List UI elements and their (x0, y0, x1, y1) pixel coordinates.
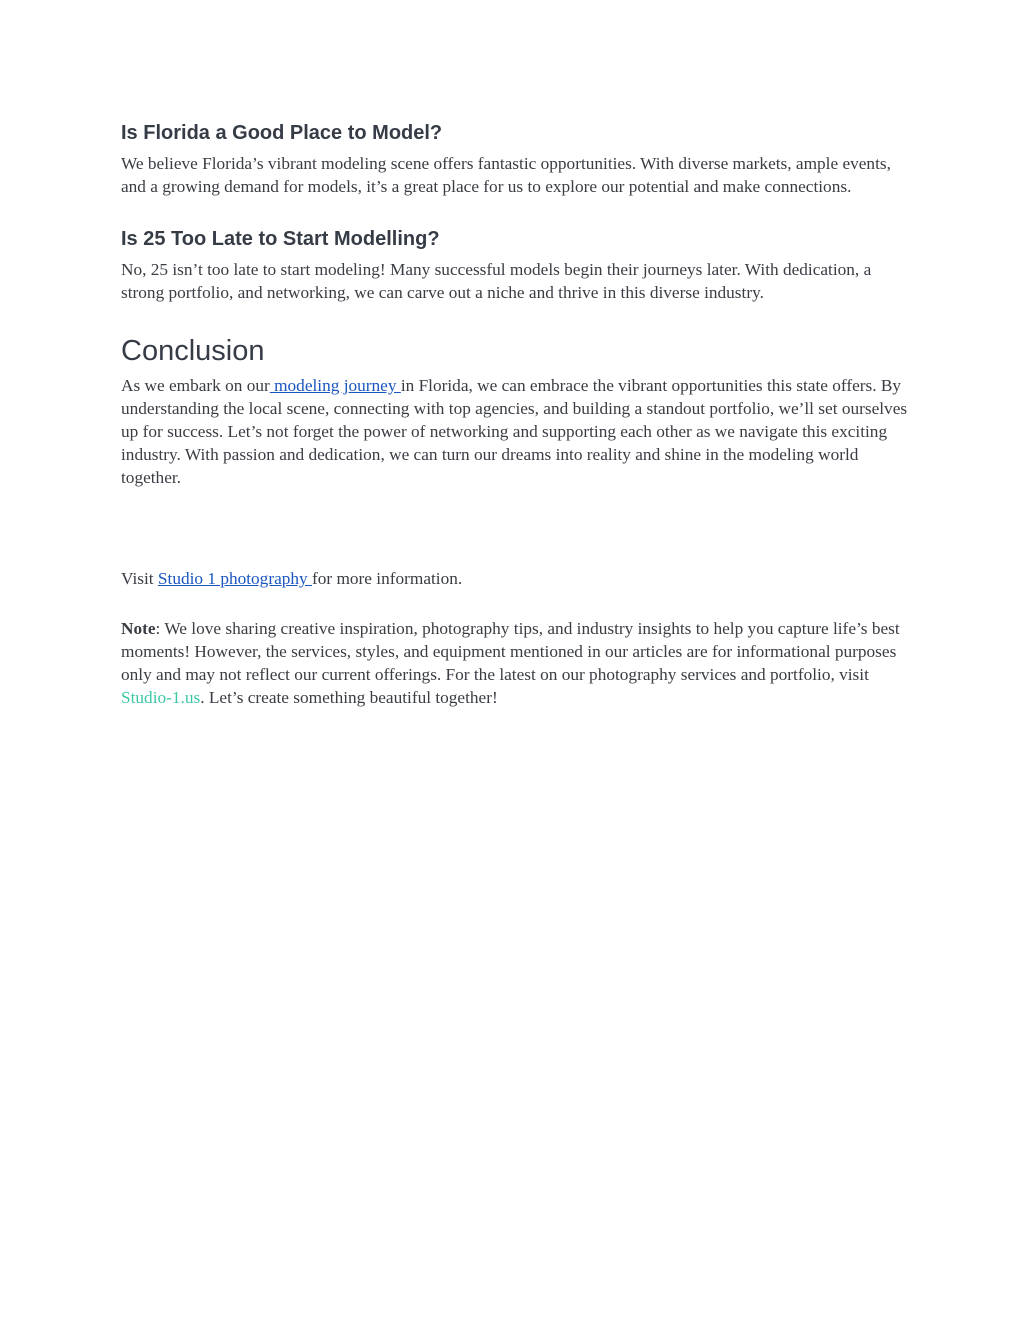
spacer (121, 198, 911, 226)
spacer (121, 590, 911, 617)
spacer (121, 304, 911, 334)
note-text: : We love sharing creative inspiration, photography tips, and industry insights to help you capture life’s best moments! However, the services, styles, and equipment mentioned in our articles are for informational purposes only and may not reflect our current offerings. For the latest on our photography services and portfolio, visit (121, 619, 900, 684)
conclusion-paragraph (121, 374, 911, 489)
note-text-end: . Let’s create something beautiful together! (200, 688, 498, 707)
conclusion-heading: Conclusion (121, 335, 265, 367)
modeling-journey-link[interactable]: modeling journey (269, 376, 401, 395)
florida-heading: Is Florida a Good Place to Model? (121, 122, 443, 144)
conclusion-text-start: As we embark on our (121, 376, 270, 395)
conclusion-text-end: in Florida, we can embrace the vibrant opportunities this state offers. By understanding the local scene, connecting with top agencies, and building a standout portfolio, we’ll set ourselves up for success. Let’s not forget the power of networking and supporting each other as we navigate this exciting industry. With passion and dedication, we can turn our dreams into reality and shine in the modeling world together. (121, 376, 908, 487)
age-heading: Is 25 Too Late to Start Modelling? (121, 228, 440, 250)
document-page (121, 120, 911, 709)
note-paragraph (121, 617, 911, 709)
studio-1-us-link[interactable]: Studio-1.us (121, 688, 201, 707)
visit-suffix: for more information. (312, 569, 463, 588)
florida-paragraph: We believe Florida’s vibrant modeling scene offers fantastic opportunities. With diverse markets, ample events, and a growing demand for models, it’s a great place for us to explore our potential and make connections. (121, 154, 891, 196)
note-label: Note (121, 619, 156, 638)
age-paragraph: No, 25 isn’t too late to start modeling! Many successful models begin their journeys later. With dedication, a strong portfolio, and networking, we can carve out a niche and thrive in this diverse industry. (121, 260, 872, 302)
visit-prefix: Visit (121, 569, 158, 588)
spacer (121, 489, 911, 567)
visit-paragraph (121, 567, 911, 590)
studio-1-photography-link[interactable]: Studio 1 photography (157, 569, 312, 588)
